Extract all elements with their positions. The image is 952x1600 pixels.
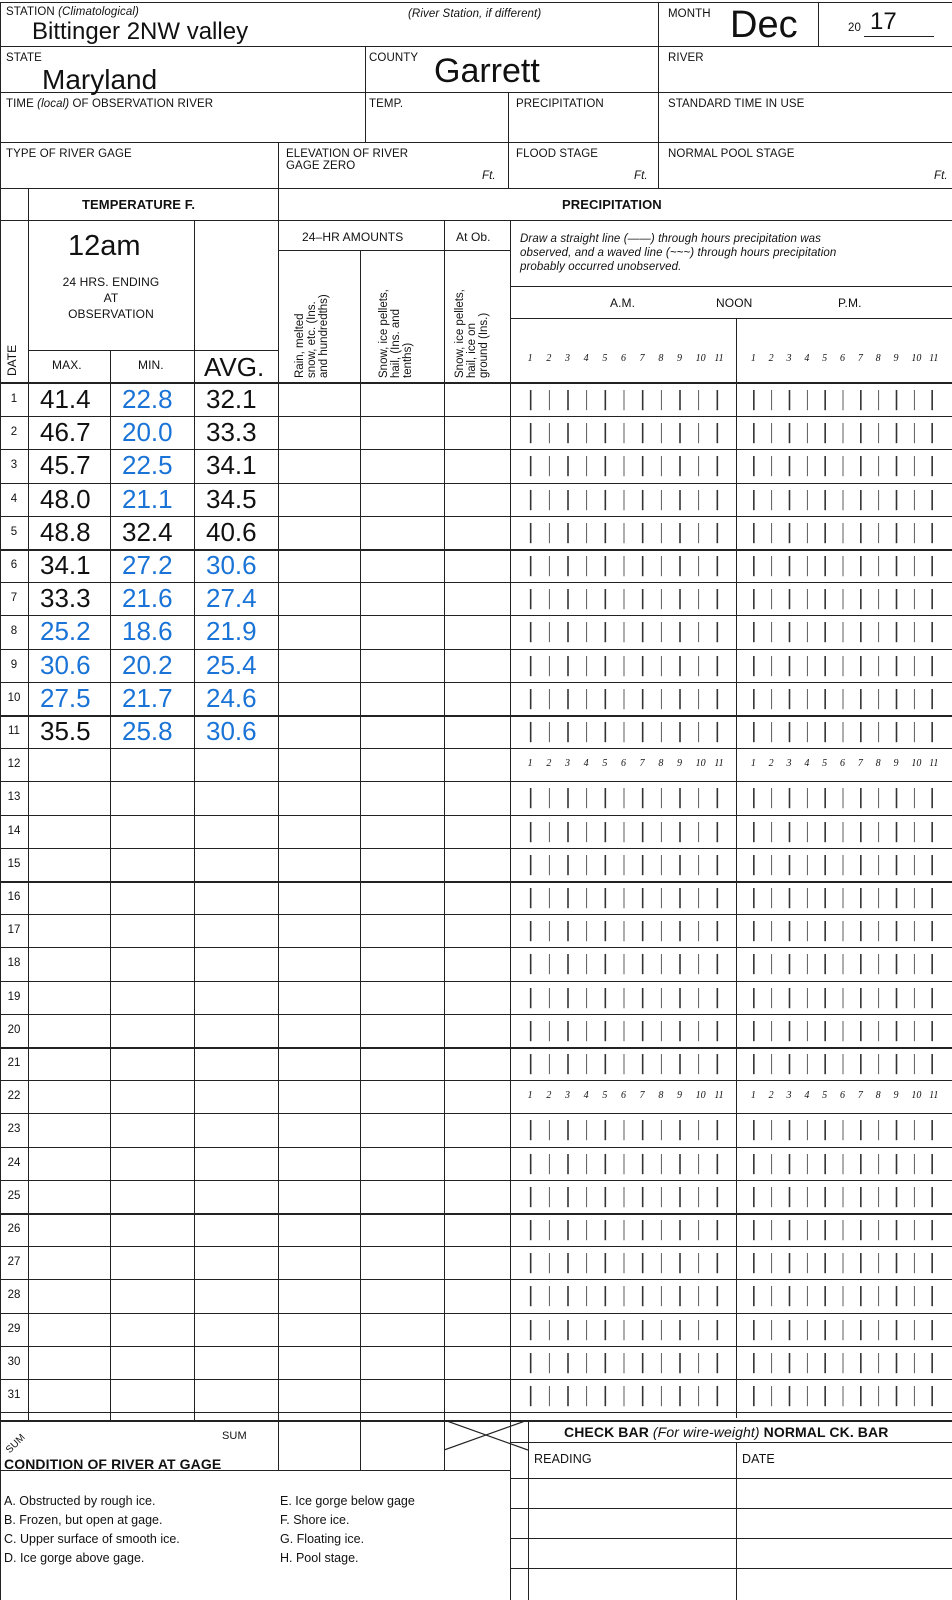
ending-label-2: AT	[103, 291, 119, 305]
hourly-tick-row[interactable]	[510, 815, 950, 848]
hourly-tick-row[interactable]	[510, 682, 950, 715]
date-cell: 14	[7, 824, 21, 837]
hourly-tick-row[interactable]	[510, 914, 950, 947]
hour-tick-label: 5	[602, 758, 608, 770]
date-cell: 25	[7, 1189, 21, 1202]
condition-title: CONDITION OF RIVER AT GAGE	[4, 1456, 222, 1472]
max-temp-cell[interactable]: 30.6	[40, 649, 91, 680]
hourly-tick-row[interactable]	[510, 1147, 950, 1180]
hourly-tick-row[interactable]	[510, 1113, 950, 1146]
hourly-tick-row[interactable]	[510, 848, 950, 881]
max-temp-cell[interactable]: 46.7	[40, 417, 91, 448]
hour-tick-label: 1	[750, 758, 756, 770]
col-max-header: MAX.	[52, 358, 82, 372]
hour-tick-label: 5	[602, 353, 608, 364]
hourly-tick-row[interactable]	[510, 1313, 950, 1346]
hour-tick-label: 7	[639, 758, 645, 770]
obs-time-value: 12am	[68, 230, 141, 262]
hourly-tick-row[interactable]	[510, 1346, 950, 1379]
station-label: STATION	[6, 6, 55, 18]
hourly-tick-row[interactable]	[510, 416, 950, 449]
date-cell: 5	[10, 525, 18, 538]
hour-tick-label: 3	[565, 353, 570, 364]
hour-tick-label: 2	[768, 1090, 774, 1102]
am-label: A.M.	[610, 296, 636, 310]
min-temp-cell[interactable]: 27.2	[122, 550, 173, 580]
date-cell: 26	[7, 1223, 21, 1235]
min-temp-cell[interactable]: 18.6	[122, 616, 173, 647]
hour-tick-label: 10	[695, 758, 706, 770]
max-temp-cell[interactable]: 27.5	[40, 682, 91, 713]
normal-pool-ft: Ft.	[934, 170, 948, 182]
date-cell: 30	[7, 1355, 21, 1368]
std-time-label: STANDARD TIME IN USE	[668, 98, 805, 110]
hour-tick-label: 3	[565, 758, 570, 770]
time-river-label: OF OBSERVATION RIVER	[72, 98, 214, 110]
avg-temp-cell[interactable]: 30.6	[206, 716, 257, 746]
avg-temp-cell[interactable]: 32.1	[206, 384, 257, 414]
date-cell: 6	[10, 559, 18, 571]
hour-tick-label: 5	[822, 353, 828, 364]
state-value: Maryland	[42, 64, 158, 95]
avg-temp-cell[interactable]: 24.6	[206, 682, 257, 713]
year-value: 17	[870, 8, 897, 35]
date-cell: 10	[7, 691, 21, 704]
hourly-tick-row[interactable]	[510, 1213, 950, 1246]
hour-tick-label: 9	[893, 1090, 899, 1102]
hour-tick-label: 1	[527, 353, 533, 364]
hour-tick-label: 9	[677, 353, 682, 364]
hour-tick-label: 11	[714, 353, 724, 364]
hour-tick-label: 1	[527, 758, 533, 770]
condition-list-left	[4, 1492, 180, 1568]
condition-g: G. Floating ice.	[280, 1532, 365, 1546]
state-label: STATE	[6, 52, 42, 64]
hour-tick-label: 5	[602, 1090, 608, 1102]
min-temp-cell[interactable]: 20.0	[122, 417, 173, 448]
max-temp-cell[interactable]: 45.7	[40, 450, 91, 481]
hourly-tick-row[interactable]	[510, 881, 950, 914]
hour-tick-label: 10	[911, 1090, 922, 1102]
hour-tick-label: 6	[621, 353, 626, 364]
date-cell: 2	[10, 426, 18, 439]
hourly-tick-row[interactable]	[510, 483, 950, 516]
amounts-label: 24–HR AMOUNTS	[302, 230, 404, 244]
hour-tick-label: 2	[546, 758, 552, 770]
hour-tick-label: 11	[929, 1090, 939, 1102]
county-label: COUNTY	[369, 52, 419, 64]
avg-temp-cell[interactable]: 40.6	[206, 516, 257, 547]
station-value: Bittinger 2NW valley	[32, 18, 249, 45]
hourly-tick-row[interactable]	[510, 383, 950, 416]
min-temp-cell[interactable]: 22.5	[122, 450, 173, 481]
ending-label-3: OBSERVATION	[68, 307, 154, 321]
col-avg-header: AVG.	[204, 352, 265, 382]
min-temp-cell[interactable]: 21.6	[122, 583, 173, 614]
max-temp-cell[interactable]: 48.0	[40, 483, 91, 514]
hour-tick-label: 4	[804, 758, 810, 770]
date-cell: 15	[7, 857, 21, 870]
date-cell: 21	[7, 1057, 21, 1069]
date-cell: 24	[7, 1156, 21, 1169]
avg-temp-cell[interactable]: 34.1	[206, 450, 257, 481]
date-cell: 31	[7, 1389, 21, 1401]
date-cell: 3	[10, 459, 18, 472]
hour-tick-label: 8	[658, 353, 664, 364]
date-cell: 29	[7, 1322, 21, 1335]
min-temp-cell[interactable]: 20.2	[122, 649, 173, 680]
hour-tick-label: 6	[621, 1090, 626, 1102]
condition-a: A. Obstructed by rough ice.	[4, 1494, 156, 1508]
hour-tick-label: 2	[546, 353, 552, 364]
hour-tick-label: 8	[875, 758, 881, 770]
check-bar-label: CHECK BAR	[564, 1424, 649, 1440]
noon-label: NOON	[716, 296, 753, 310]
avg-temp-cell[interactable]: 33.3	[206, 417, 257, 448]
condition-c: C. Upper surface of smooth ice.	[4, 1532, 180, 1546]
ending-label-1: 24 HRS. ENDING	[62, 275, 160, 289]
month-value: Dec	[730, 4, 798, 46]
hour-tick-label: 10	[911, 353, 922, 364]
precip-instructions: Draw a straight line (——) through hours precipitation was observed, and a waved line (~~~) through hours precipitation probably occurred unobserved.	[520, 233, 837, 273]
date-cell: 23	[7, 1123, 21, 1136]
condition-f: F. Shore ice.	[280, 1513, 350, 1527]
condition-list-right	[280, 1492, 415, 1568]
min-temp-cell[interactable]: 21.1	[122, 483, 173, 514]
hour-tick-label: 7	[639, 353, 645, 364]
row-divider	[0, 1080, 952, 1081]
hour-tick-label: 9	[677, 758, 682, 770]
date-cell: 1	[10, 393, 18, 405]
hour-tick-label: 8	[658, 1090, 664, 1102]
hour-tick-label: 10	[911, 758, 922, 770]
river-label: RIVER	[668, 52, 704, 64]
hour-tick-label: 7	[857, 353, 863, 364]
hourly-tick-row[interactable]	[510, 715, 950, 748]
hourly-tick-row[interactable]	[510, 1180, 950, 1213]
date-cell: 7	[10, 592, 18, 605]
at-ob-label: At Ob.	[456, 230, 491, 244]
col-ground-header: Snow, ice pellets, hail, ice on ground (Ins.)	[454, 289, 490, 378]
hour-tick-label: 9	[893, 758, 899, 770]
check-bar-sublabel: (For wire-weight)	[652, 1424, 760, 1440]
date-cell: 16	[7, 891, 21, 903]
condition-b: B. Frozen, but open at gage.	[4, 1513, 163, 1527]
hour-tick-label: 10	[695, 353, 706, 364]
hour-tick-label: 6	[840, 1090, 845, 1102]
avg-temp-cell[interactable]: 25.4	[206, 649, 257, 680]
river-station-label: (River Station, if different)	[408, 8, 542, 20]
normal-ck-bar-label: NORMAL CK. BAR	[763, 1424, 889, 1440]
temp-label: TEMP.	[369, 98, 404, 110]
normal-pool-label: NORMAL POOL STAGE	[668, 148, 795, 160]
date-cell: 20	[7, 1023, 21, 1036]
hour-tick-label: 8	[875, 1090, 881, 1102]
hour-tick-label: 5	[822, 758, 828, 770]
hourly-tick-row[interactable]	[510, 582, 950, 615]
date-cell: 27	[7, 1256, 21, 1269]
hourly-tick-row[interactable]	[510, 549, 950, 582]
reading-label: READING	[534, 1452, 592, 1466]
col-min-header: MIN.	[138, 358, 164, 372]
condition-h: H. Pool stage.	[280, 1551, 359, 1565]
elevation-label-2: GAGE ZERO	[286, 160, 356, 172]
min-temp-cell[interactable]: 25.8	[122, 716, 173, 746]
hour-tick-label: 4	[804, 1090, 810, 1102]
hourly-tick-row[interactable]	[510, 1279, 950, 1312]
hour-tick-label: 11	[929, 758, 939, 770]
hour-tick-label: 2	[768, 758, 774, 770]
time-label: TIME	[6, 98, 34, 110]
date-cell: 19	[7, 990, 21, 1003]
hour-tick-label: 8	[875, 353, 881, 364]
hourly-tick-row[interactable]	[510, 947, 950, 980]
temperature-title: TEMPERATURE F.	[82, 197, 196, 212]
max-temp-cell[interactable]: 41.4	[40, 384, 91, 414]
hour-tick-label: 5	[822, 1090, 828, 1102]
hour-tick-label: 1	[527, 1090, 533, 1102]
hour-tick-label: 7	[857, 1090, 863, 1102]
hourly-tick-row[interactable]	[510, 981, 950, 1014]
hourly-tick-row[interactable]	[510, 1379, 950, 1412]
hour-tick-label: 11	[714, 1090, 724, 1102]
gage-type-label: TYPE OF RIVER GAGE	[6, 148, 132, 160]
hourly-tick-row[interactable]	[510, 1047, 950, 1080]
hourly-tick-row[interactable]	[510, 1014, 950, 1047]
avg-temp-cell[interactable]: 30.6	[206, 550, 257, 580]
date-cell: 18	[7, 957, 21, 970]
max-temp-cell[interactable]: 33.3	[40, 583, 91, 614]
elevation-ft: Ft.	[482, 170, 496, 182]
hour-tick-label: 4	[583, 1090, 589, 1102]
hour-tick-label: 6	[840, 353, 845, 364]
month-label: MONTH	[668, 8, 711, 20]
row-divider	[0, 1412, 952, 1413]
hour-tick-label: 7	[857, 758, 863, 770]
date-cell: 22	[7, 1090, 21, 1103]
date-cell: 9	[10, 658, 18, 671]
hourly-tick-row[interactable]	[510, 781, 950, 814]
row-divider	[0, 748, 952, 749]
time-local-label: (local)	[37, 98, 70, 110]
hourly-tick-row[interactable]	[510, 449, 950, 482]
hour-tick-label: 4	[583, 353, 589, 364]
avg-temp-cell[interactable]: 34.5	[206, 483, 257, 514]
hour-tick-label: 3	[786, 353, 792, 364]
station-sublabel: (Climatological)	[58, 6, 139, 18]
flood-stage-ft: Ft.	[634, 170, 648, 182]
date-header: DATE	[5, 344, 19, 376]
hourly-tick-row[interactable]	[510, 1246, 950, 1279]
year-prefix: 20	[848, 22, 861, 34]
hourly-tick-row[interactable]	[510, 516, 950, 549]
pm-label: P.M.	[838, 296, 862, 310]
flood-stage-label: FLOOD STAGE	[516, 148, 599, 160]
hour-tick-label: 7	[639, 1090, 645, 1102]
min-temp-cell[interactable]: 21.7	[122, 682, 173, 713]
col-snow-header: Snow, ice pellets, hail, (Ins. and tenths)	[378, 289, 414, 378]
hour-tick-label: 3	[786, 1090, 792, 1102]
hour-tick-label: 11	[714, 758, 724, 770]
hourly-tick-row[interactable]	[510, 649, 950, 682]
hour-tick-label: 10	[695, 1090, 706, 1102]
avg-temp-cell[interactable]: 27.4	[206, 583, 257, 614]
hour-tick-label: 11	[929, 353, 939, 364]
hour-tick-label: 2	[768, 353, 774, 364]
hour-tick-label: 6	[840, 758, 845, 770]
max-temp-cell[interactable]: 34.1	[40, 550, 91, 580]
hour-tick-label: 4	[583, 758, 589, 770]
hour-tick-label: 6	[621, 758, 626, 770]
avg-temp-cell[interactable]: 21.9	[206, 616, 257, 647]
hour-tick-label: 1	[750, 1090, 756, 1102]
sum-crossed-cell	[444, 1420, 528, 1470]
col-rain-header: Rain, melted snow, etc. (Ins. and hundredths)	[294, 294, 330, 378]
precipitation-title: PRECIPITATION	[562, 197, 662, 212]
hour-tick-label: 4	[804, 353, 810, 364]
hour-tick-label: 1	[750, 353, 756, 364]
date-label-footer: DATE	[742, 1452, 775, 1466]
hourly-tick-row[interactable]	[510, 615, 950, 648]
max-temp-cell[interactable]: 35.5	[40, 716, 91, 746]
hour-tick-label: 8	[658, 758, 664, 770]
condition-e: E. Ice gorge below gage	[280, 1494, 415, 1508]
elevation-label: ELEVATION OF RIVER	[286, 148, 409, 160]
hour-tick-label: 9	[677, 1090, 682, 1102]
max-temp-cell[interactable]: 25.2	[40, 616, 91, 647]
hour-tick-label: 3	[786, 758, 792, 770]
max-temp-cell[interactable]: 48.8	[40, 516, 91, 547]
hour-tick-label: 3	[565, 1090, 570, 1102]
date-cell: 17	[7, 924, 21, 937]
date-cell: 28	[7, 1289, 21, 1302]
date-cell: 8	[10, 625, 18, 638]
min-temp-cell[interactable]: 22.8	[122, 384, 173, 414]
date-cell: 12	[7, 758, 21, 771]
condition-d: D. Ice gorge above gage.	[4, 1551, 145, 1565]
sum-rotated-label: SUM	[4, 1432, 28, 1456]
sum-label: SUM	[222, 1430, 247, 1442]
hour-tick-label: 2	[546, 1090, 552, 1102]
date-cell: 13	[7, 791, 21, 804]
date-cell: 4	[10, 492, 18, 505]
precip-label: PRECIPITATION	[516, 98, 604, 110]
min-temp-cell[interactable]: 32.4	[122, 516, 173, 547]
county-value: Garrett	[434, 52, 540, 90]
date-cell: 11	[8, 725, 20, 737]
hour-tick-label: 9	[893, 353, 899, 364]
